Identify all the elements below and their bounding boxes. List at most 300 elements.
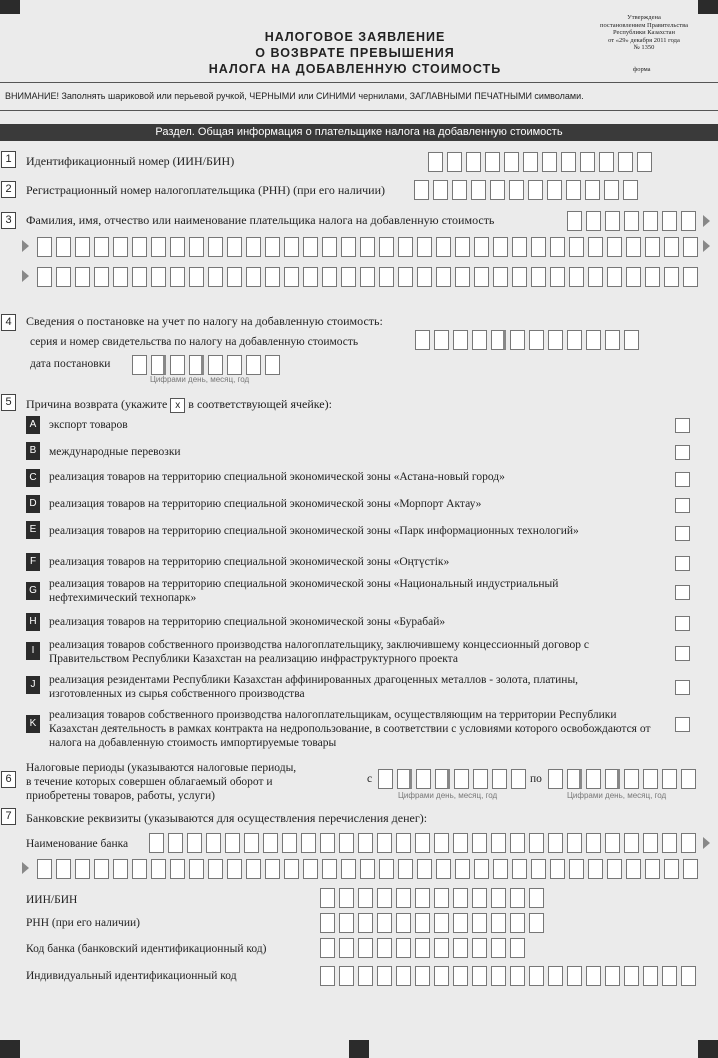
- input-cell[interactable]: [567, 833, 582, 853]
- input-cell[interactable]: [529, 888, 544, 908]
- input-cell[interactable]: [208, 859, 223, 879]
- input-cell[interactable]: [511, 769, 526, 789]
- input-cell[interactable]: [447, 152, 462, 172]
- input-cell[interactable]: [189, 355, 204, 375]
- input-cell[interactable]: [466, 152, 481, 172]
- input-cell[interactable]: [339, 888, 354, 908]
- input-cell[interactable]: [510, 966, 525, 986]
- input-cell[interactable]: [339, 966, 354, 986]
- input-cell[interactable]: [339, 833, 354, 853]
- input-cell[interactable]: [168, 833, 183, 853]
- input-cell[interactable]: [531, 267, 546, 287]
- input-cell[interactable]: [474, 859, 489, 879]
- input-cell[interactable]: [664, 859, 679, 879]
- input-cell[interactable]: [436, 267, 451, 287]
- input-cell[interactable]: [208, 237, 223, 257]
- input-cell[interactable]: [132, 267, 147, 287]
- input-cell[interactable]: [189, 267, 204, 287]
- input-cell[interactable]: [244, 833, 259, 853]
- bank-code-cells[interactable]: [320, 938, 529, 958]
- field-7-number: 7: [1, 808, 16, 825]
- registration-mark-bottom-right: [698, 1040, 718, 1058]
- input-cell[interactable]: [417, 859, 432, 879]
- reason-checkbox-h[interactable]: [675, 616, 690, 631]
- input-cell[interactable]: [414, 180, 429, 200]
- input-cell[interactable]: [341, 237, 356, 257]
- input-cell[interactable]: [569, 237, 584, 257]
- input-cell[interactable]: [490, 180, 505, 200]
- input-cell[interactable]: [455, 859, 470, 879]
- iik-label: Индивидуальный идентификационный код: [26, 970, 237, 982]
- input-cell[interactable]: [645, 267, 660, 287]
- input-cell[interactable]: [398, 859, 413, 879]
- input-cell[interactable]: [569, 267, 584, 287]
- input-cell[interactable]: [358, 833, 373, 853]
- input-cell[interactable]: [605, 833, 620, 853]
- input-cell[interactable]: [360, 237, 375, 257]
- input-cell[interactable]: [320, 966, 335, 986]
- input-cell[interactable]: [664, 267, 679, 287]
- input-cell[interactable]: [151, 237, 166, 257]
- input-cell[interactable]: [471, 180, 486, 200]
- input-cell[interactable]: [94, 859, 109, 879]
- input-cell[interactable]: [396, 938, 411, 958]
- certificate-series-cells[interactable]: [415, 330, 643, 350]
- input-cell[interactable]: [645, 237, 660, 257]
- input-cell[interactable]: [132, 859, 147, 879]
- input-cell[interactable]: [434, 330, 449, 350]
- input-cell[interactable]: [510, 938, 525, 958]
- input-cell[interactable]: [586, 769, 601, 789]
- input-cell[interactable]: [263, 833, 278, 853]
- input-cell[interactable]: [452, 180, 467, 200]
- input-cell[interactable]: [151, 859, 166, 879]
- input-cell[interactable]: [531, 237, 546, 257]
- input-cell[interactable]: [599, 152, 614, 172]
- input-cell[interactable]: [567, 330, 582, 350]
- input-cell[interactable]: [320, 938, 335, 958]
- period-to-cells[interactable]: [548, 769, 700, 789]
- input-cell[interactable]: [491, 330, 506, 350]
- input-cell[interactable]: [566, 180, 581, 200]
- input-cell[interactable]: [455, 237, 470, 257]
- input-cell[interactable]: [550, 237, 565, 257]
- input-cell[interactable]: [282, 833, 297, 853]
- input-cell[interactable]: [580, 152, 595, 172]
- input-cell[interactable]: [415, 833, 430, 853]
- input-cell[interactable]: [434, 966, 449, 986]
- input-cell[interactable]: [492, 769, 507, 789]
- input-cell[interactable]: [662, 211, 677, 231]
- input-cell[interactable]: [398, 237, 413, 257]
- input-cell[interactable]: [681, 211, 696, 231]
- reason-checkbox-f[interactable]: [675, 556, 690, 571]
- reason-letter: B: [26, 442, 40, 460]
- registration-date-label: дата постановки: [30, 358, 111, 370]
- input-cell[interactable]: [377, 913, 392, 933]
- input-cell[interactable]: [664, 237, 679, 257]
- input-cell[interactable]: [453, 913, 468, 933]
- input-cell[interactable]: [75, 267, 90, 287]
- input-cell[interactable]: [225, 833, 240, 853]
- reason-checkbox-i[interactable]: [675, 646, 690, 661]
- input-cell[interactable]: [358, 966, 373, 986]
- input-cell[interactable]: [683, 267, 698, 287]
- input-cell[interactable]: [227, 267, 242, 287]
- input-cell[interactable]: [113, 237, 128, 257]
- input-cell[interactable]: [453, 938, 468, 958]
- input-cell[interactable]: [284, 267, 299, 287]
- registration-mark-top-right: [698, 0, 718, 14]
- input-cell[interactable]: [415, 330, 430, 350]
- input-cell[interactable]: [512, 237, 527, 257]
- input-cell[interactable]: [472, 913, 487, 933]
- input-cell[interactable]: [550, 859, 565, 879]
- input-cell[interactable]: [417, 237, 432, 257]
- input-cell[interactable]: [548, 833, 563, 853]
- bank-rnn-cells[interactable]: [320, 913, 548, 933]
- input-cell[interactable]: [624, 966, 639, 986]
- input-cell[interactable]: [436, 859, 451, 879]
- input-cell[interactable]: [548, 769, 563, 789]
- input-cell[interactable]: [453, 833, 468, 853]
- input-cell[interactable]: [149, 833, 164, 853]
- input-cell[interactable]: [417, 267, 432, 287]
- divider-warning: [0, 110, 718, 111]
- title-line-1: НАЛОГОВОЕ ЗАЯВЛЕНИЕ: [264, 30, 446, 44]
- input-cell[interactable]: [151, 355, 166, 375]
- input-cell[interactable]: [643, 966, 658, 986]
- input-cell[interactable]: [662, 966, 677, 986]
- input-cell[interactable]: [588, 267, 603, 287]
- input-cell[interactable]: [341, 859, 356, 879]
- input-cell[interactable]: [265, 355, 280, 375]
- input-cell[interactable]: [377, 888, 392, 908]
- input-cell[interactable]: [607, 267, 622, 287]
- input-cell[interactable]: [529, 833, 544, 853]
- input-cell[interactable]: [607, 237, 622, 257]
- input-cell[interactable]: [567, 211, 582, 231]
- reason-checkbox-e[interactable]: [675, 526, 690, 541]
- input-cell[interactable]: [626, 267, 641, 287]
- input-cell[interactable]: [491, 833, 506, 853]
- input-cell[interactable]: [604, 180, 619, 200]
- input-cell[interactable]: [379, 267, 394, 287]
- input-cell[interactable]: [246, 237, 261, 257]
- input-cell[interactable]: [586, 330, 601, 350]
- input-cell[interactable]: [681, 833, 696, 853]
- input-cell[interactable]: [415, 938, 430, 958]
- input-cell[interactable]: [493, 859, 508, 879]
- input-cell[interactable]: [474, 237, 489, 257]
- input-cell[interactable]: [396, 833, 411, 853]
- input-cell[interactable]: [643, 833, 658, 853]
- input-cell[interactable]: [208, 355, 223, 375]
- input-cell[interactable]: [94, 267, 109, 287]
- input-cell[interactable]: [396, 966, 411, 986]
- input-cell[interactable]: [683, 237, 698, 257]
- input-cell[interactable]: [320, 913, 335, 933]
- input-cell[interactable]: [151, 267, 166, 287]
- input-cell[interactable]: [529, 330, 544, 350]
- input-cell[interactable]: [510, 888, 525, 908]
- reason-text: реализация товаров на территорию специальной экономической зоны «Оңтүстік»: [49, 556, 450, 568]
- input-cell[interactable]: [322, 237, 337, 257]
- input-cell[interactable]: [320, 888, 335, 908]
- input-cell[interactable]: [434, 938, 449, 958]
- input-cell[interactable]: [512, 859, 527, 879]
- input-cell[interactable]: [37, 237, 52, 257]
- input-cell[interactable]: [472, 330, 487, 350]
- input-cell[interactable]: [320, 833, 335, 853]
- input-cell[interactable]: [550, 267, 565, 287]
- input-cell[interactable]: [189, 859, 204, 879]
- input-cell[interactable]: [303, 859, 318, 879]
- input-cell[interactable]: [187, 833, 202, 853]
- input-cell[interactable]: [605, 211, 620, 231]
- input-cell[interactable]: [548, 966, 563, 986]
- input-cell[interactable]: [227, 355, 242, 375]
- input-cell[interactable]: [567, 769, 582, 789]
- name-cells-row-3[interactable]: [37, 267, 702, 287]
- input-cell[interactable]: [561, 152, 576, 172]
- input-cell[interactable]: [170, 355, 185, 375]
- input-cell[interactable]: [265, 859, 280, 879]
- x-mark-sample: x: [170, 398, 185, 413]
- input-cell[interactable]: [303, 267, 318, 287]
- input-cell[interactable]: [436, 237, 451, 257]
- input-cell[interactable]: [472, 833, 487, 853]
- input-cell[interactable]: [453, 966, 468, 986]
- input-cell[interactable]: [378, 769, 393, 789]
- input-cell[interactable]: [415, 913, 430, 933]
- input-cell[interactable]: [377, 966, 392, 986]
- input-cell[interactable]: [491, 913, 506, 933]
- input-cell[interactable]: [341, 267, 356, 287]
- input-cell[interactable]: [284, 859, 299, 879]
- input-cell[interactable]: [472, 888, 487, 908]
- input-cell[interactable]: [510, 833, 525, 853]
- input-cell[interactable]: [473, 769, 488, 789]
- input-cell[interactable]: [94, 237, 109, 257]
- reason-checkbox-j[interactable]: [675, 680, 690, 695]
- input-cell[interactable]: [246, 267, 261, 287]
- input-cell[interactable]: [435, 769, 450, 789]
- bank-name-cells-row-2[interactable]: [37, 859, 702, 879]
- input-cell[interactable]: [567, 966, 582, 986]
- field-6-number: 6: [1, 771, 16, 788]
- input-cell[interactable]: [645, 859, 660, 879]
- input-cell[interactable]: [624, 833, 639, 853]
- input-cell[interactable]: [454, 769, 469, 789]
- continue-arrow-icon: [703, 215, 710, 227]
- period-from-cells[interactable]: [378, 769, 530, 789]
- input-cell[interactable]: [360, 859, 375, 879]
- input-cell[interactable]: [585, 180, 600, 200]
- bank-name-cells-row-1[interactable]: [149, 833, 700, 853]
- input-cell[interactable]: [265, 267, 280, 287]
- iik-cells[interactable]: [320, 966, 700, 986]
- input-cell[interactable]: [662, 833, 677, 853]
- input-cell[interactable]: [37, 859, 52, 879]
- input-cell[interactable]: [529, 966, 544, 986]
- input-cell[interactable]: [569, 859, 584, 879]
- input-cell[interactable]: [434, 913, 449, 933]
- input-cell[interactable]: [56, 267, 71, 287]
- input-cell[interactable]: [472, 966, 487, 986]
- input-cell[interactable]: [284, 237, 299, 257]
- input-cell[interactable]: [227, 859, 242, 879]
- input-cell[interactable]: [397, 769, 412, 789]
- input-cell[interactable]: [493, 267, 508, 287]
- input-cell[interactable]: [681, 769, 696, 789]
- input-cell[interactable]: [75, 237, 90, 257]
- input-cell[interactable]: [605, 769, 620, 789]
- input-cell[interactable]: [415, 888, 430, 908]
- input-cell[interactable]: [170, 267, 185, 287]
- input-cell[interactable]: [626, 859, 641, 879]
- input-cell[interactable]: [37, 267, 52, 287]
- name-cells-row-1[interactable]: [567, 211, 700, 231]
- section-header: Раздел. Общая информация о плательщике налога на добавленную стоимость: [0, 124, 718, 141]
- input-cell[interactable]: [433, 180, 448, 200]
- input-cell[interactable]: [528, 180, 543, 200]
- bank-iin-bin-cells[interactable]: [320, 888, 548, 908]
- input-cell[interactable]: [472, 938, 487, 958]
- input-cell[interactable]: [453, 330, 468, 350]
- input-cell[interactable]: [379, 859, 394, 879]
- input-cell[interactable]: [643, 211, 658, 231]
- input-cell[interactable]: [377, 938, 392, 958]
- input-cell[interactable]: [607, 859, 622, 879]
- input-cell[interactable]: [485, 152, 500, 172]
- input-cell[interactable]: [434, 888, 449, 908]
- input-cell[interactable]: [415, 966, 430, 986]
- input-cell[interactable]: [170, 859, 185, 879]
- input-cell[interactable]: [428, 152, 443, 172]
- input-cell[interactable]: [132, 355, 147, 375]
- input-cell[interactable]: [416, 769, 431, 789]
- registration-mark-bottom-left: [0, 1040, 20, 1058]
- input-cell[interactable]: [339, 938, 354, 958]
- input-cell[interactable]: [208, 267, 223, 287]
- reason-checkbox-c[interactable]: [675, 472, 690, 487]
- input-cell[interactable]: [132, 237, 147, 257]
- input-cell[interactable]: [626, 237, 641, 257]
- input-cell[interactable]: [358, 913, 373, 933]
- input-cell[interactable]: [396, 913, 411, 933]
- input-cell[interactable]: [56, 237, 71, 257]
- input-cell[interactable]: [170, 237, 185, 257]
- input-cell[interactable]: [360, 267, 375, 287]
- input-cell[interactable]: [301, 833, 316, 853]
- input-cell[interactable]: [246, 859, 261, 879]
- input-cell[interactable]: [206, 833, 221, 853]
- warning-text: ВНИМАНИЕ! Заполнять шариковой или перьевой ручкой, ЧЕРНЫМИ или СИНИМИ чернилами, ЗАГЛАВНЫМИ ПЕЧАТНЫМИ символами.: [5, 91, 584, 101]
- input-cell[interactable]: [586, 966, 601, 986]
- input-cell[interactable]: [523, 152, 538, 172]
- input-cell[interactable]: [491, 888, 506, 908]
- input-cell[interactable]: [379, 237, 394, 257]
- input-cell[interactable]: [493, 237, 508, 257]
- input-cell[interactable]: [542, 152, 557, 172]
- input-cell[interactable]: [434, 833, 449, 853]
- input-cell[interactable]: [491, 938, 506, 958]
- input-cell[interactable]: [529, 913, 544, 933]
- input-cell[interactable]: [509, 180, 524, 200]
- input-cell[interactable]: [624, 769, 639, 789]
- reason-checkbox-g[interactable]: [675, 585, 690, 600]
- input-cell[interactable]: [322, 859, 337, 879]
- input-cell[interactable]: [75, 859, 90, 879]
- input-cell[interactable]: [358, 888, 373, 908]
- registration-date-cells[interactable]: [132, 355, 284, 375]
- input-cell[interactable]: [588, 237, 603, 257]
- input-cell[interactable]: [322, 267, 337, 287]
- input-cell[interactable]: [474, 267, 489, 287]
- input-cell[interactable]: [339, 913, 354, 933]
- input-cell[interactable]: [377, 833, 392, 853]
- input-cell[interactable]: [683, 859, 698, 879]
- input-cell[interactable]: [510, 913, 525, 933]
- input-cell[interactable]: [623, 180, 638, 200]
- input-cell[interactable]: [227, 237, 242, 257]
- input-cell[interactable]: [398, 267, 413, 287]
- input-cell[interactable]: [588, 859, 603, 879]
- reason-checkbox-b[interactable]: [675, 445, 690, 460]
- input-cell[interactable]: [605, 330, 620, 350]
- input-cell[interactable]: [624, 330, 639, 350]
- input-cell[interactable]: [358, 938, 373, 958]
- input-cell[interactable]: [586, 833, 601, 853]
- input-cell[interactable]: [189, 237, 204, 257]
- input-cell[interactable]: [396, 888, 411, 908]
- input-cell[interactable]: [662, 769, 677, 789]
- reason-checkbox-a[interactable]: [675, 418, 690, 433]
- input-cell[interactable]: [455, 267, 470, 287]
- input-cell[interactable]: [605, 966, 620, 986]
- input-cell[interactable]: [113, 267, 128, 287]
- input-cell[interactable]: [618, 152, 633, 172]
- input-cell[interactable]: [637, 152, 652, 172]
- reason-checkbox-k[interactable]: [675, 717, 690, 732]
- reason-letter: H: [26, 613, 40, 631]
- reason-checkbox-d[interactable]: [675, 498, 690, 513]
- input-cell[interactable]: [491, 966, 506, 986]
- input-cell[interactable]: [548, 330, 563, 350]
- input-cell[interactable]: [624, 211, 639, 231]
- input-cell[interactable]: [643, 769, 658, 789]
- field-5-number: 5: [1, 394, 16, 411]
- input-cell[interactable]: [586, 211, 601, 231]
- input-cell[interactable]: [246, 355, 261, 375]
- input-cell[interactable]: [56, 859, 71, 879]
- input-cell[interactable]: [681, 966, 696, 986]
- input-cell[interactable]: [113, 859, 128, 879]
- input-cell[interactable]: [547, 180, 562, 200]
- input-cell[interactable]: [512, 267, 527, 287]
- rnn-cells[interactable]: [414, 180, 642, 200]
- input-cell[interactable]: [303, 237, 318, 257]
- input-cell[interactable]: [510, 330, 525, 350]
- name-cells-row-2[interactable]: [37, 237, 702, 257]
- reason-letter: A: [26, 416, 40, 434]
- iin-bin-cells[interactable]: [428, 152, 656, 172]
- input-cell[interactable]: [531, 859, 546, 879]
- input-cell[interactable]: [265, 237, 280, 257]
- input-cell[interactable]: [504, 152, 519, 172]
- input-cell[interactable]: [453, 888, 468, 908]
